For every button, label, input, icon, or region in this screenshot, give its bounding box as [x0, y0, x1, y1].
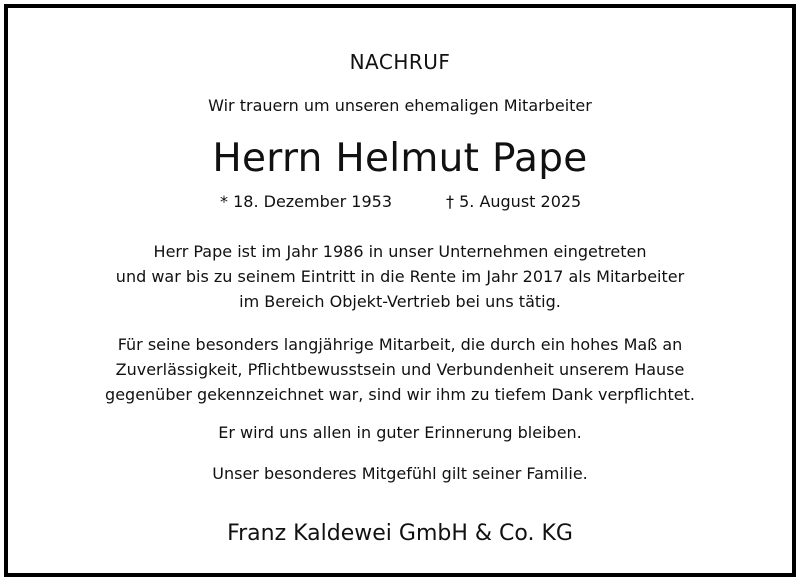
life-dates: [8, 194, 792, 216]
remembrance-paragraph: [8, 420, 792, 445]
paragraph-line: gegenüber gekennzeichnet war, sind wir ihm zu tiefem Dank verpflichtet.: [105, 385, 695, 404]
obituary-notice: [4, 4, 796, 577]
paragraph-line: Für seine besonders langjährige Mitarbeit, die durch ein hohes Maß an: [117, 335, 683, 354]
deceased-name: Herrn Helmut Pape: [212, 136, 588, 181]
paragraph-line: Unser besonderes Mitgefühl gilt seiner Familie.: [212, 464, 588, 483]
death-date: † 5. August 2025: [446, 192, 582, 211]
intro-text: Wir trauern um unseren ehemaligen Mitarbeiter: [208, 96, 592, 115]
company-signature: Franz Kaldewei GmbH & Co. KG: [227, 521, 573, 546]
birth-date: * 18. Dezember 1953: [220, 192, 392, 211]
career-paragraph: [8, 239, 792, 314]
paragraph-line: und war bis zu seinem Eintritt in die Rente im Jahr 2017 als Mitarbeiter: [115, 267, 685, 286]
paragraph-line: Zuverlässigkeit, Pflichtbewusstsein und Verbundenheit unserem Hause: [115, 360, 685, 379]
notice-heading: NACHRUF: [349, 50, 451, 74]
paragraph-line: im Bereich Objekt-Vertrieb bei uns tätig.: [239, 292, 561, 311]
gratitude-paragraph: [8, 332, 792, 407]
paragraph-line: Er wird uns allen in guter Erinnerung bleiben.: [218, 423, 582, 442]
condolence-paragraph: [8, 461, 792, 486]
paragraph-line: Herr Pape ist im Jahr 1986 in unser Unternehmen eingetreten: [153, 242, 647, 261]
